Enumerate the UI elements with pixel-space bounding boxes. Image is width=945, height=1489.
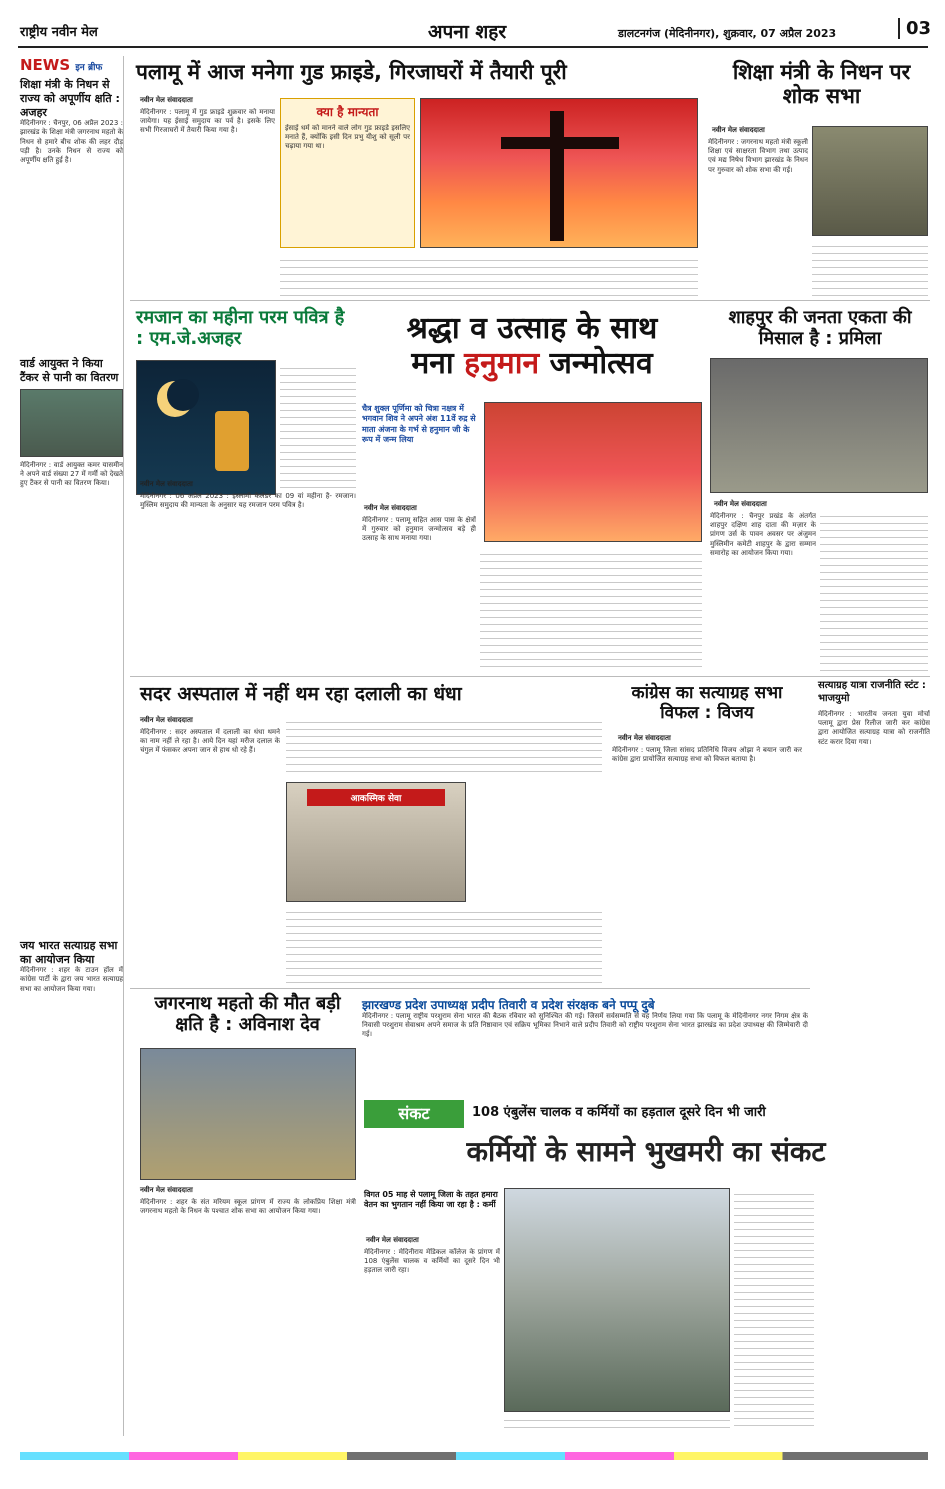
byline: नवीन मेल संवाददाता: [140, 1186, 193, 1194]
headline-shahpur: शाहपुर की जनता एकता की मिसाल है : प्रमिला: [728, 307, 912, 349]
print-color-strip: [20, 1452, 928, 1460]
felicitation-photo: [710, 358, 928, 493]
headline-satyagraha: सत्याग्रह यात्रा राजनीति स्टंट : भाजयुमो: [818, 680, 926, 704]
brief-headline: वार्ड आयुक्त ने किया टैंकर से पानी का वितरण: [20, 357, 119, 384]
article-body: मेदिनीनगर : पलामू सहित आस पास के क्षेत्रों में गुरुवार को हनुमान जन्मोत्सव बड़े ही उत्साह के साथ मनाया गया।: [362, 516, 476, 543]
section-title: अपना शहर: [428, 21, 507, 43]
article-continuation: [280, 254, 698, 296]
crucifix-photo: [420, 98, 698, 248]
headline-jagarnath: जगरनाथ महतो की मौत बड़ी क्षति है : अविनाश देव: [154, 993, 341, 1035]
news-label: NEWS इन ब्रीफ: [20, 56, 103, 74]
brief-headline: जय भारत सत्याग्रह सभा का आयोजन किया: [20, 938, 118, 966]
masthead: [18, 18, 932, 48]
brief-body: मेदिनीनगर : चैनपुर, 06 अप्रैल 2023 : झारखंड के शिक्षा मंत्री जगरनाथ महतो के निधन से हमारे बीच शोक की लहर दौड़ पड़ी है। उनके निधन से राज्य को अपूर्णीय क्षति हुई है।: [20, 119, 123, 165]
headline-pradeep: झारखण्ड प्रदेश उपाध्यक्ष प्रदीप तिवारी व प्रदेश संरक्षक बने पप्पू दुबे: [362, 998, 655, 1012]
byline: नवीन मेल संवाददाता: [618, 734, 671, 742]
article-body: मेदिनीनगर : पलामू राष्ट्रीय परशुराम सेना भारत की बैठक रविवार को सुनिश्चित की गई। जिसमें सर्वसम्मति से यह निर्णय लिया गया कि पलामू के मेदिनीनगर नगर निगम क्षेत्र के निवासी परशुराम सेवाश्रम अपने समाज के प्रति निष्ठावान एवं सक्रिय भूमिका निभाने वाले प्रदीप तिवारी को राष्ट्रीय परशुराम सेना भारत झारखंड का प्रदेश उपाध्यक्ष की जिम्मेवारी दी गई।: [362, 1012, 808, 1039]
photo-caption: [812, 240, 928, 296]
divider: [130, 988, 810, 989]
article-intro: [280, 362, 356, 494]
deck: विगत 05 माह से पलामू जिला के तहत हमारा वेतन का भुगतान नहीं किया जा रहा है : कर्मी: [364, 1190, 498, 1210]
byline: नवीन मेल संवाददाता: [712, 126, 765, 134]
byline: नवीन मेल संवाददाता: [140, 96, 193, 104]
newspaper-logo: राष्ट्रीय नवीन मेल: [20, 25, 98, 40]
article-body: मेदिनीनगर : चैनपुर प्रखंड के अंतर्गत शाहपुर दक्षिण शाह दाता की मज़ार के प्रांगण उर्स के पावन अवसर पर अंजुमन मुस्लिमीन कमेटी शाहपुर के द्वारा सम्मान समारोह का आयोजन किया गया।: [710, 512, 816, 557]
byline: नवीन मेल संवाददाता: [140, 480, 193, 488]
photo-caption: [504, 1414, 730, 1430]
info-box-title: क्या है मान्यता: [316, 105, 379, 119]
article-body: मेदिनीनगर : सदर अस्पताल में दलाली का धंधा थमने का नाम नहीं ले रहा है। आये दिन यहां मरीज दलाल के चंगुल में फंसकर अपना जान से हाथ धो रहे हैं।: [140, 728, 280, 755]
headline-line-2: मना हनुमान जन्मोत्सव: [411, 345, 653, 381]
article-continuation: [734, 1188, 814, 1430]
meeting-photo: [812, 126, 928, 236]
brief-photo: [20, 389, 123, 457]
hospital-photo: [286, 782, 466, 902]
article-body: मेदिनीनगर : 06 अप्रैल 2023 : इस्लामी कैलेंडर का 09 वां महीना है- रमजान। मुस्लिम समुदाय की मान्यता के अनुसार यह रमजान परम पवित्र है।: [140, 492, 356, 510]
article-body: मेदिनीनगर : पलामू जिला सांसद प्रतिनिधि विजय ओझा ने बयान जारी कर कांग्रेस द्वारा प्रायोजित सत्याग्रह सभा को विफल बताया है।: [612, 746, 802, 764]
headline-ramzan: रमजान का महीना परम पवित्र है : एम.जे.अजहर: [136, 307, 345, 349]
headline-ambulance: 108 एंबुलेंस चालक व कर्मियों का हड़ताल दूसरे दिन भी जारी: [472, 1105, 766, 1120]
brief-headline: शिक्षा मंत्री के निधन से राज्य को अपूर्णीय क्षति : अजहर: [20, 78, 120, 119]
brief-body: मेदिनीनगर : वार्ड आयुक्त कमर यासमीन ने अपने वार्ड संख्या 27 में गर्मी को देखते हुए टैंकर से पानी का वितरण किया।: [20, 460, 123, 488]
article-continuation: [820, 510, 928, 672]
page-number: 03: [898, 18, 931, 39]
ramzan-lantern-image: [136, 360, 276, 495]
protest-photo: [504, 1188, 730, 1412]
headline-goodfriday: पलामू में आज मनेगा गुड फ्राइडे, गिरजाघरों में तैयारी पूरी: [136, 60, 567, 84]
headline-minister: शिक्षा मंत्री के निधन पर शोक सभा: [732, 60, 911, 109]
byline: नवीन मेल संवाददाता: [366, 1236, 419, 1244]
divider: [130, 676, 930, 677]
headline-hunger: कर्मियों के सामने भुखमरी का संकट: [466, 1135, 826, 1168]
byline: नवीन मेल संवाददाता: [364, 504, 417, 512]
article-body: मेदिनीनगर : जगरनाथ महतो मंत्री स्कूली शिक्षा एवं साक्षरता विभाग तथा उत्पाद एवं मद्य निषेध विभाग झारखंड के निधन पर गुरुवार को शोक सभा की गई।: [708, 138, 808, 174]
article-body: मेदिनीनगर : मेदिनीराय मेडिकल कॉलेज के प्रांगण में 108 एंबुलेंस चालक व कर्मियों का दूसरे दिन भी हड़ताल जारी रहा।: [364, 1248, 500, 1275]
condolence-photo: [140, 1048, 356, 1180]
info-box-body: ईसाई धर्म को मानने वाले लोग गुड फ्राइडे इसलिए मनाते हैं, क्योंकि इसी दिन प्रभु यीशु को सूली पर चढ़ाया गया था।: [285, 124, 410, 151]
info-box: [280, 98, 415, 248]
article-body: मेदिनीनगर : भारतीय जनता युवा मोर्चा पलामू द्वारा प्रेस रिलीज जारी कर कांग्रेस द्वारा आयोजित सत्याग्रह यात्रा को राजनीति स्टंट करार दिया गया।: [818, 710, 930, 746]
article-continuation: [286, 716, 602, 778]
article-continuation: [480, 548, 702, 672]
hospital-sign: आकस्मिक सेवा: [307, 789, 445, 806]
byline: नवीन मेल संवाददाता: [140, 716, 193, 724]
headline-hanuman: [362, 312, 702, 381]
article-continuation: [286, 906, 602, 984]
deck: चैत्र शुक्ल पूर्णिमा को चित्रा नक्षत्र में भगवान शिव ने अपने अंश 11वें रुद्र से माता अंजना के गर्भ से हनुमान जी के रूप में जन्म लिया: [362, 404, 476, 445]
dateline: डालटनगंज (मेदिनीनगर), शुक्रवार, 07 अप्रैल 2023: [618, 27, 837, 40]
news-in-brief-column: [20, 56, 124, 1436]
headline-hospital: सदर अस्पताल में नहीं थम रहा दलाली का धंधा: [140, 683, 462, 705]
headline-line-1: श्रद्धा व उत्साह के साथ: [406, 311, 658, 346]
brief-body: मेदिनीनगर : शहर के टाउन हॉल में कांग्रेस पार्टी के द्वारा जय भारत सत्याग्रह सभा का आयोजन किया गया।: [20, 966, 123, 993]
label-crisis: संकट: [364, 1100, 464, 1128]
divider: [130, 300, 930, 301]
article-body: मेदिनीनगर : पलामू में गुड फ्राइडे शुक्रवार को मनाया जायेगा। यह ईसाई समुदाय का पर्व है। इसके लिए सभी गिरजाघरों में तैयारी किया गया है।: [140, 108, 275, 135]
headline-congress: कांग्रेस का सत्याग्रह सभा विफल : विजय: [631, 683, 783, 723]
article-body: मेदिनीनगर : शहर के संत मरियम स्कूल प्रांगण में राज्य के लोकप्रिय शिक्षा मंत्री जगरनाथ महतो के निधन के पश्चात शोक सभा का आयोजन किया गया।: [140, 1198, 356, 1216]
hanuman-idol-photo: [484, 402, 702, 542]
byline: नवीन मेल संवाददाता: [714, 500, 767, 508]
